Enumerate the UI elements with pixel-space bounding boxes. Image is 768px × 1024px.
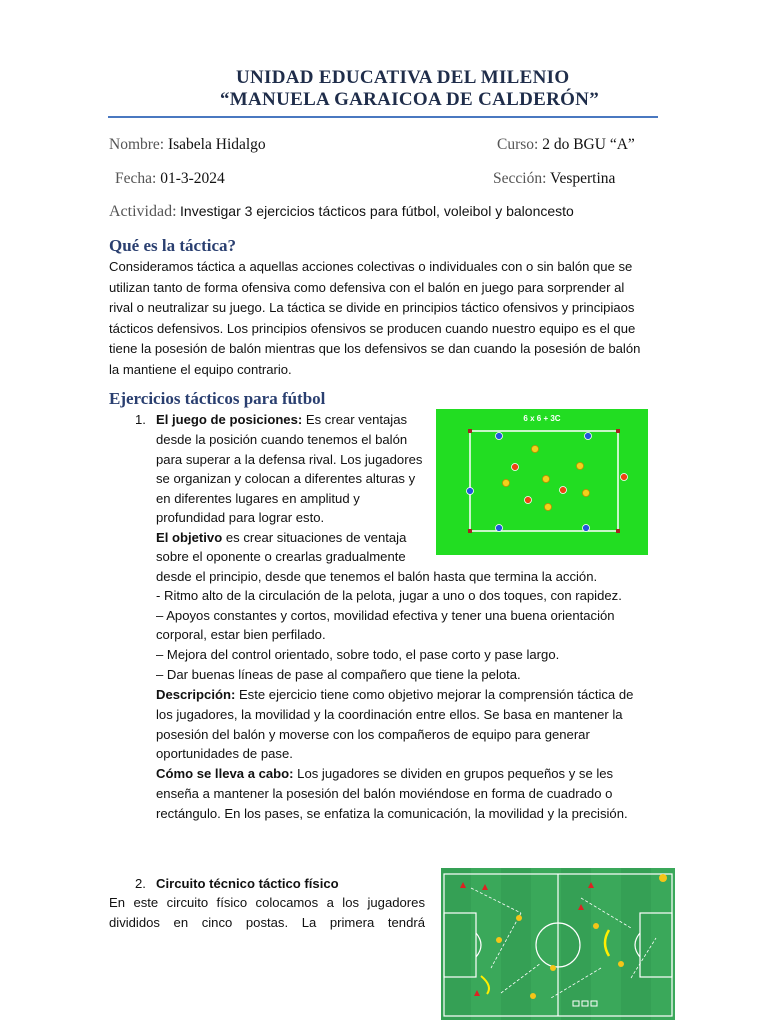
red-player-marker <box>621 474 628 481</box>
school-name-line2: “MANUELA GARAICOA DE CALDERÓN” <box>220 89 599 110</box>
yellow-player-marker <box>577 463 584 470</box>
curso-value: 2 do BGU “A” <box>542 136 635 153</box>
tactica-line-5: tiene la posesión de balón mientras que los defensivos se dan cuando la posesión de balón <box>109 341 641 357</box>
yellow-player-marker <box>583 490 590 497</box>
descripcion-line-2: posesión del balón y moverse con los compañeros de equipo para generar <box>156 726 590 742</box>
item1-line-5: profundidad para lograr esto. <box>156 510 325 526</box>
fecha-value: 01-3-2024 <box>160 170 225 187</box>
item2-number: 2. <box>135 876 146 891</box>
como-first-line <box>156 766 613 781</box>
blue-player-marker <box>583 525 590 532</box>
arc-marker <box>605 930 609 956</box>
blue-player-marker <box>467 488 474 495</box>
descripcion-line-3: oportunidades de pase. <box>156 746 293 762</box>
yellow-player-marker <box>532 446 539 453</box>
blue-player-marker <box>585 433 592 440</box>
tactica-line-3: rival o neutralizar su juego. La táctica se divide en principios táctico ofensivos y principiaos <box>109 300 635 316</box>
descripcion-line-1: los jugadores, la movilidad y la coordinación entre ellos. Se basa en mantener la <box>156 707 623 722</box>
section-heading-tactica: Qué es la táctica? <box>109 236 236 255</box>
header-rule <box>108 116 658 118</box>
objetivo-label: El objetivo <box>156 530 223 545</box>
item1-line-1: desde la posición cuando tenemos el balón <box>156 432 408 447</box>
cone-marker <box>468 529 472 533</box>
objetivo-line-1: sobre el oponente o crearlas gradualmente <box>156 549 406 564</box>
nombre-value: Isabela Hidalgo <box>167 136 266 153</box>
objetivo-first-line <box>156 530 406 545</box>
objetivo-line-7: – Dar buenas líneas de pase al compañero que tiene la pelota. <box>156 666 521 682</box>
item2-title: Circuito técnico táctico físico <box>156 876 339 891</box>
item1-line-2: para superar a la defensa rival. Los jugadores <box>156 451 423 467</box>
yellow-players <box>503 446 590 511</box>
cone-marker <box>616 429 620 433</box>
tactica-line-2: utilizan tanto de forma ofensiva como defensiva con el balón en juego para sorprender al <box>109 279 625 295</box>
drill-label: 6 x 6 + 3C <box>523 414 561 423</box>
item2-line-2: divididos en cinco postas. La primera tendrá <box>109 915 425 930</box>
seccion-label: Sección: <box>493 170 547 187</box>
curso-field <box>497 136 635 154</box>
section-heading-futbol: Ejercicios tácticos para fútbol <box>109 389 326 408</box>
drill-diagram-image <box>436 409 648 555</box>
tactica-line-6: la mantiene el equipo contrario. <box>109 362 292 377</box>
tactica-line-1: Consideramos táctica a aquellas acciones colectivas o individuales con o sin balón que se <box>109 259 633 274</box>
yellow-player-marker <box>543 476 550 483</box>
descripcion-label: Descripción: <box>156 687 236 702</box>
objetivo-line-3: - Ritmo alto de la circulación de la pelota, jugar a uno o dos toques, con rapidez. <box>156 588 622 604</box>
como-label: Cómo se lleva a cabo: <box>156 766 294 781</box>
cone-marker <box>474 990 480 996</box>
item1-first-text: Es crear ventajas <box>302 412 408 427</box>
cone-marker <box>482 884 488 890</box>
objetivo-line-6: – Mejora del control orientado, sobre todo, el pase corto y pase largo. <box>156 647 560 662</box>
seccion-value: Vespertina <box>549 170 616 187</box>
actividad-field <box>109 203 574 221</box>
objetivo-line-5: corporal, estar bien perfilado. <box>156 627 326 643</box>
blue-player-marker <box>496 433 503 440</box>
blue-player-marker <box>496 525 503 532</box>
player-marker <box>659 874 667 882</box>
fecha-field <box>115 170 225 188</box>
pitch-stripes <box>441 868 651 1020</box>
circuit-pitch-image <box>441 868 675 1020</box>
curso-label: Curso: <box>497 136 539 153</box>
como-first-text: Los jugadores se dividen en grupos pequeños y se les <box>293 766 614 781</box>
descripcion-first-line <box>156 687 633 702</box>
player-marker <box>496 937 502 943</box>
red-player-marker <box>560 487 567 494</box>
objetivo-first-text: es crear situaciones de ventaja <box>222 530 407 545</box>
item2-line-1: En este circuito físico colocamos a los jugadores <box>109 895 425 910</box>
player-marker <box>550 965 556 971</box>
como-line-1: enseña a mantener la posesión del balón moviéndose en forma de cuadrado o <box>156 786 613 801</box>
player-marker <box>593 923 599 929</box>
descripcion-first-text: Este ejercicio tiene como objetivo mejorar la comprensión táctica de <box>235 687 634 702</box>
item1-first-line <box>156 412 407 427</box>
player-marker <box>618 961 624 967</box>
player-marker <box>530 993 536 999</box>
item1-line-3: se organizan y colocan a diferentes alturas y <box>156 471 416 487</box>
seccion-field <box>493 170 615 188</box>
red-players <box>512 464 628 504</box>
red-player-marker <box>525 497 532 504</box>
como-line-2: rectángulo. En los pases, se enfatiza la comunicación, la movilidad y la precisión. <box>156 805 628 821</box>
blue-players <box>467 433 592 532</box>
red-player-marker <box>512 464 519 471</box>
yellow-player-marker <box>545 504 552 511</box>
player-marker <box>516 915 522 921</box>
actividad-label: Actividad: <box>109 203 177 220</box>
arc-marker <box>481 976 489 994</box>
item1-line-4: en diferentes lugares en amplitud y <box>156 490 360 506</box>
actividad-value: Investigar 3 ejercicios tácticos para fútbol, voleibol y baloncesto <box>180 203 574 219</box>
item1-title: El juego de posiciones: <box>156 412 303 427</box>
cone-marker <box>468 429 472 433</box>
item1-number: 1. <box>135 412 146 427</box>
fecha-label: Fecha: <box>115 170 157 187</box>
yellow-player-marker <box>503 480 510 487</box>
nombre-field <box>109 136 266 154</box>
tactica-line-4: tácticos defensivos. Los principios ofensivos se producen cuando nuestro equipo es el que <box>109 320 636 336</box>
objetivo-line-4: – Apoyos constantes y cortos, movilidad efectiva y tener una buena orientación <box>156 607 615 623</box>
nombre-label: Nombre: <box>109 136 165 153</box>
cone-marker <box>616 529 620 533</box>
objetivo-line-2: desde el principio, desde que tenemos el balón hasta que termina la acción. <box>156 568 598 584</box>
school-name-line1: UNIDAD EDUCATIVA DEL MILENIO <box>236 67 570 88</box>
